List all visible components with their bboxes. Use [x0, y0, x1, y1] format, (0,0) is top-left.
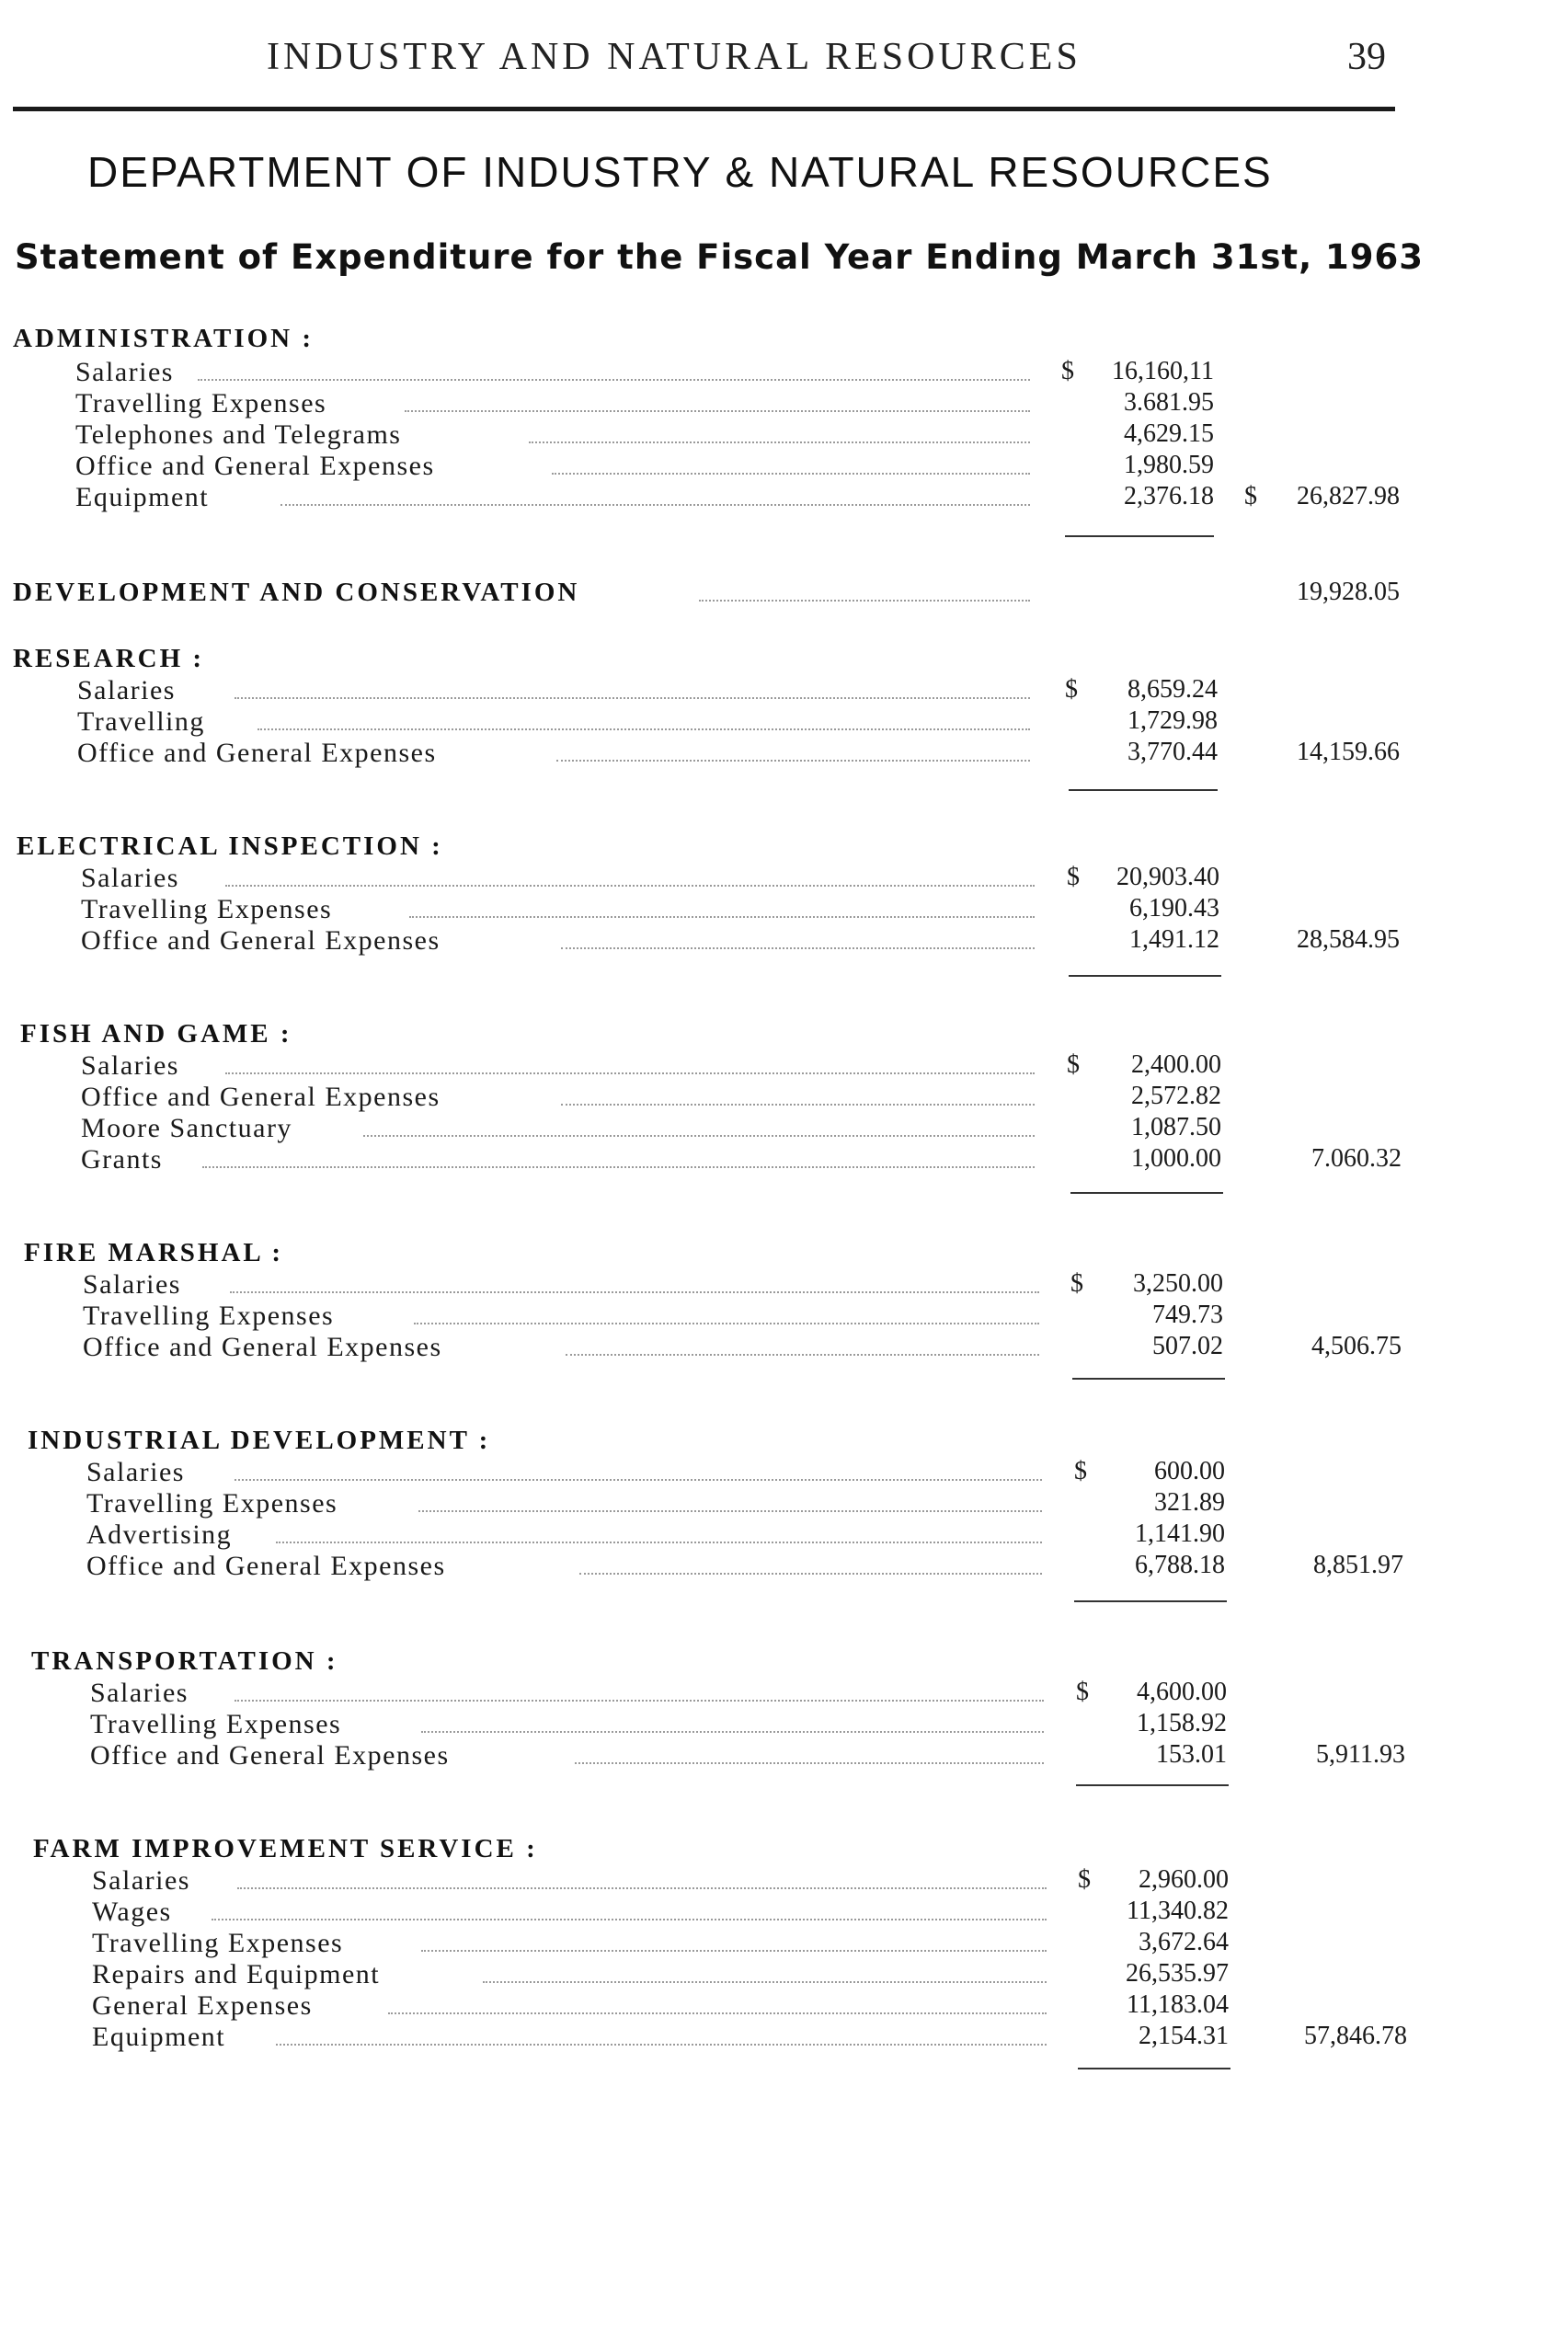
dot-leader	[409, 916, 1035, 918]
item-label: Salaries	[90, 1678, 189, 1708]
item-label: Moore Sanctuary	[81, 1113, 292, 1143]
item-label: Salaries	[75, 357, 174, 387]
item-amount: 1,729.98	[1127, 706, 1218, 735]
section-total: 8,851.97	[1313, 1551, 1403, 1579]
dot-leader	[235, 1700, 1044, 1702]
dot-leader	[414, 1323, 1039, 1324]
item-amount: 3,672.64	[1139, 1928, 1229, 1956]
currency-symbol: $	[1070, 1269, 1083, 1298]
item-label: Salaries	[81, 1050, 179, 1081]
subtotal-rule	[1078, 2068, 1230, 2069]
item-label: Office and General Expenses	[81, 1082, 441, 1112]
page-number: 39	[1347, 36, 1386, 78]
dot-leader	[202, 1166, 1035, 1168]
dot-leader	[225, 885, 1035, 887]
currency-symbol: $	[1076, 1678, 1089, 1706]
department-title: DEPARTMENT OF INDUSTRY & NATURAL RESOURCES	[87, 148, 1273, 196]
section-total: 26,827.98	[1297, 482, 1400, 510]
dot-leader	[276, 2044, 1047, 2046]
section-total: 19,928.05	[1297, 578, 1400, 606]
dot-leader	[198, 379, 1030, 381]
item-amount: 749.73	[1152, 1301, 1223, 1329]
subtotal-rule	[1074, 1600, 1227, 1602]
section-total: 5,911.93	[1316, 1740, 1405, 1769]
dot-leader	[556, 760, 1030, 762]
item-label: Salaries	[81, 863, 179, 893]
item-amount: 20,903.40	[1116, 863, 1219, 891]
item-label: Equipment	[75, 482, 210, 512]
dot-leader	[579, 1573, 1042, 1575]
dot-leader	[561, 947, 1035, 949]
dot-leader	[421, 1731, 1044, 1733]
item-label: Travelling Expenses	[81, 894, 333, 924]
dot-leader	[575, 1762, 1044, 1764]
item-amount: 600.00	[1154, 1457, 1225, 1485]
dot-leader	[237, 1887, 1047, 1889]
item-amount: 321.89	[1154, 1488, 1225, 1517]
dot-leader	[405, 410, 1030, 412]
dot-leader	[280, 504, 1030, 506]
item-amount: 2,960.00	[1139, 1865, 1229, 1894]
item-amount: 2,154.31	[1139, 2022, 1229, 2050]
dot-leader	[418, 1510, 1042, 1512]
section-total: 14,159.66	[1297, 738, 1400, 766]
item-amount: 6,190.43	[1129, 894, 1219, 923]
item-label: Office and General Expenses	[77, 738, 437, 768]
section-heading: FIRE MARSHAL :	[24, 1238, 284, 1267]
currency-symbol: $	[1061, 357, 1074, 385]
item-label: Salaries	[92, 1865, 190, 1896]
item-amount: 153.01	[1156, 1740, 1227, 1769]
dot-leader	[258, 728, 1030, 730]
item-amount: 1,491.12	[1129, 925, 1219, 954]
section-heading: ELECTRICAL INSPECTION :	[17, 831, 443, 861]
dot-leader	[566, 1354, 1039, 1356]
item-label: Salaries	[77, 675, 176, 705]
dot-leader	[212, 1919, 1047, 1920]
section-total: 57,846.78	[1304, 2022, 1407, 2050]
section-total: 4,506.75	[1311, 1332, 1402, 1360]
subtotal-rule	[1069, 975, 1221, 977]
section-heading: FISH AND GAME :	[20, 1019, 292, 1049]
item-label: Office and General Expenses	[83, 1332, 442, 1362]
item-label: Travelling Expenses	[90, 1709, 342, 1739]
subtotal-rule	[1065, 535, 1214, 537]
section-heading: DEVELOPMENT AND CONSERVATION	[13, 578, 580, 607]
subtotal-rule	[1076, 1784, 1229, 1786]
header-rule	[13, 107, 1395, 111]
item-label: Office and General Expenses	[90, 1740, 450, 1771]
subtotal-rule	[1070, 1192, 1223, 1194]
dot-leader	[561, 1104, 1035, 1106]
item-amount: 1,158.92	[1137, 1709, 1227, 1737]
item-amount: 1,141.90	[1135, 1519, 1225, 1548]
item-amount: 1,087.50	[1131, 1113, 1221, 1141]
item-label: Travelling Expenses	[83, 1301, 335, 1331]
section-total: 28,584.95	[1297, 925, 1400, 954]
item-amount: 1,980.59	[1124, 451, 1214, 479]
item-label: Grants	[81, 1144, 163, 1175]
item-amount: 4,629.15	[1124, 419, 1214, 448]
currency-symbol: $	[1244, 482, 1257, 510]
dot-leader	[483, 1981, 1047, 1983]
item-label: Repairs and Equipment	[92, 1959, 381, 1989]
section-heading: FARM IMPROVEMENT SERVICE :	[33, 1834, 538, 1863]
dot-leader	[699, 600, 1030, 602]
section-heading: INDUSTRIAL DEVELOPMENT :	[28, 1426, 491, 1455]
subtotal-rule	[1072, 1378, 1225, 1380]
subtotal-rule	[1069, 789, 1218, 791]
dot-leader	[235, 1479, 1042, 1481]
dot-leader	[388, 2012, 1047, 2014]
item-amount: 1,000.00	[1131, 1144, 1221, 1173]
item-amount: 26,535.97	[1126, 1959, 1229, 1988]
section-heading: RESEARCH :	[13, 644, 205, 673]
item-label: Equipment	[92, 2022, 226, 2052]
item-label: Office and General Expenses	[75, 451, 435, 481]
dot-leader	[235, 697, 1030, 699]
dot-leader	[225, 1072, 1035, 1074]
item-amount: 2,376.18	[1124, 482, 1214, 510]
item-amount: 2,400.00	[1131, 1050, 1221, 1079]
currency-symbol: $	[1067, 863, 1080, 891]
dot-leader	[421, 1950, 1047, 1952]
item-label: Telephones and Telegrams	[75, 419, 402, 450]
dot-leader	[230, 1291, 1039, 1293]
item-label: Wages	[92, 1897, 172, 1927]
item-amount: 2,572.82	[1131, 1082, 1221, 1110]
item-amount: 6,788.18	[1135, 1551, 1225, 1579]
item-label: Office and General Expenses	[81, 925, 441, 956]
currency-symbol: $	[1078, 1865, 1091, 1894]
item-label: Travelling Expenses	[75, 388, 327, 418]
currency-symbol: $	[1067, 1050, 1080, 1079]
item-amount: 8,659.24	[1127, 675, 1218, 704]
item-amount: 11,183.04	[1127, 1990, 1229, 2019]
item-amount: 507.02	[1152, 1332, 1223, 1360]
item-amount: 3.681.95	[1124, 388, 1214, 417]
section-heading: ADMINISTRATION :	[13, 324, 315, 353]
currency-symbol: $	[1065, 675, 1078, 704]
item-label: Salaries	[83, 1269, 181, 1300]
item-label: Salaries	[86, 1457, 185, 1487]
currency-symbol: $	[1074, 1457, 1087, 1485]
dot-leader	[552, 473, 1030, 475]
running-title: INDUSTRY AND NATURAL RESOURCES	[267, 36, 1082, 78]
item-amount: 11,340.82	[1127, 1897, 1229, 1925]
item-label: Travelling Expenses	[92, 1928, 344, 1958]
dot-leader	[276, 1542, 1042, 1543]
item-amount: 4,600.00	[1137, 1678, 1227, 1706]
item-amount: 3,770.44	[1127, 738, 1218, 766]
item-label: Travelling	[77, 706, 205, 737]
section-heading: TRANSPORTATION :	[31, 1646, 338, 1676]
item-amount: 3,250.00	[1133, 1269, 1223, 1298]
running-header	[0, 35, 1568, 90]
section-total: 7.060.32	[1311, 1144, 1402, 1173]
item-label: General Expenses	[92, 1990, 313, 2021]
dot-leader	[529, 441, 1030, 443]
item-label: Advertising	[86, 1519, 233, 1550]
dot-leader	[363, 1135, 1035, 1137]
item-label: Office and General Expenses	[86, 1551, 446, 1581]
item-label: Travelling Expenses	[86, 1488, 338, 1519]
statement-title: Statement of Expenditure for the Fiscal Year Ending March 31st, 1963	[15, 237, 1424, 277]
item-amount: 16,160,11	[1112, 357, 1214, 385]
